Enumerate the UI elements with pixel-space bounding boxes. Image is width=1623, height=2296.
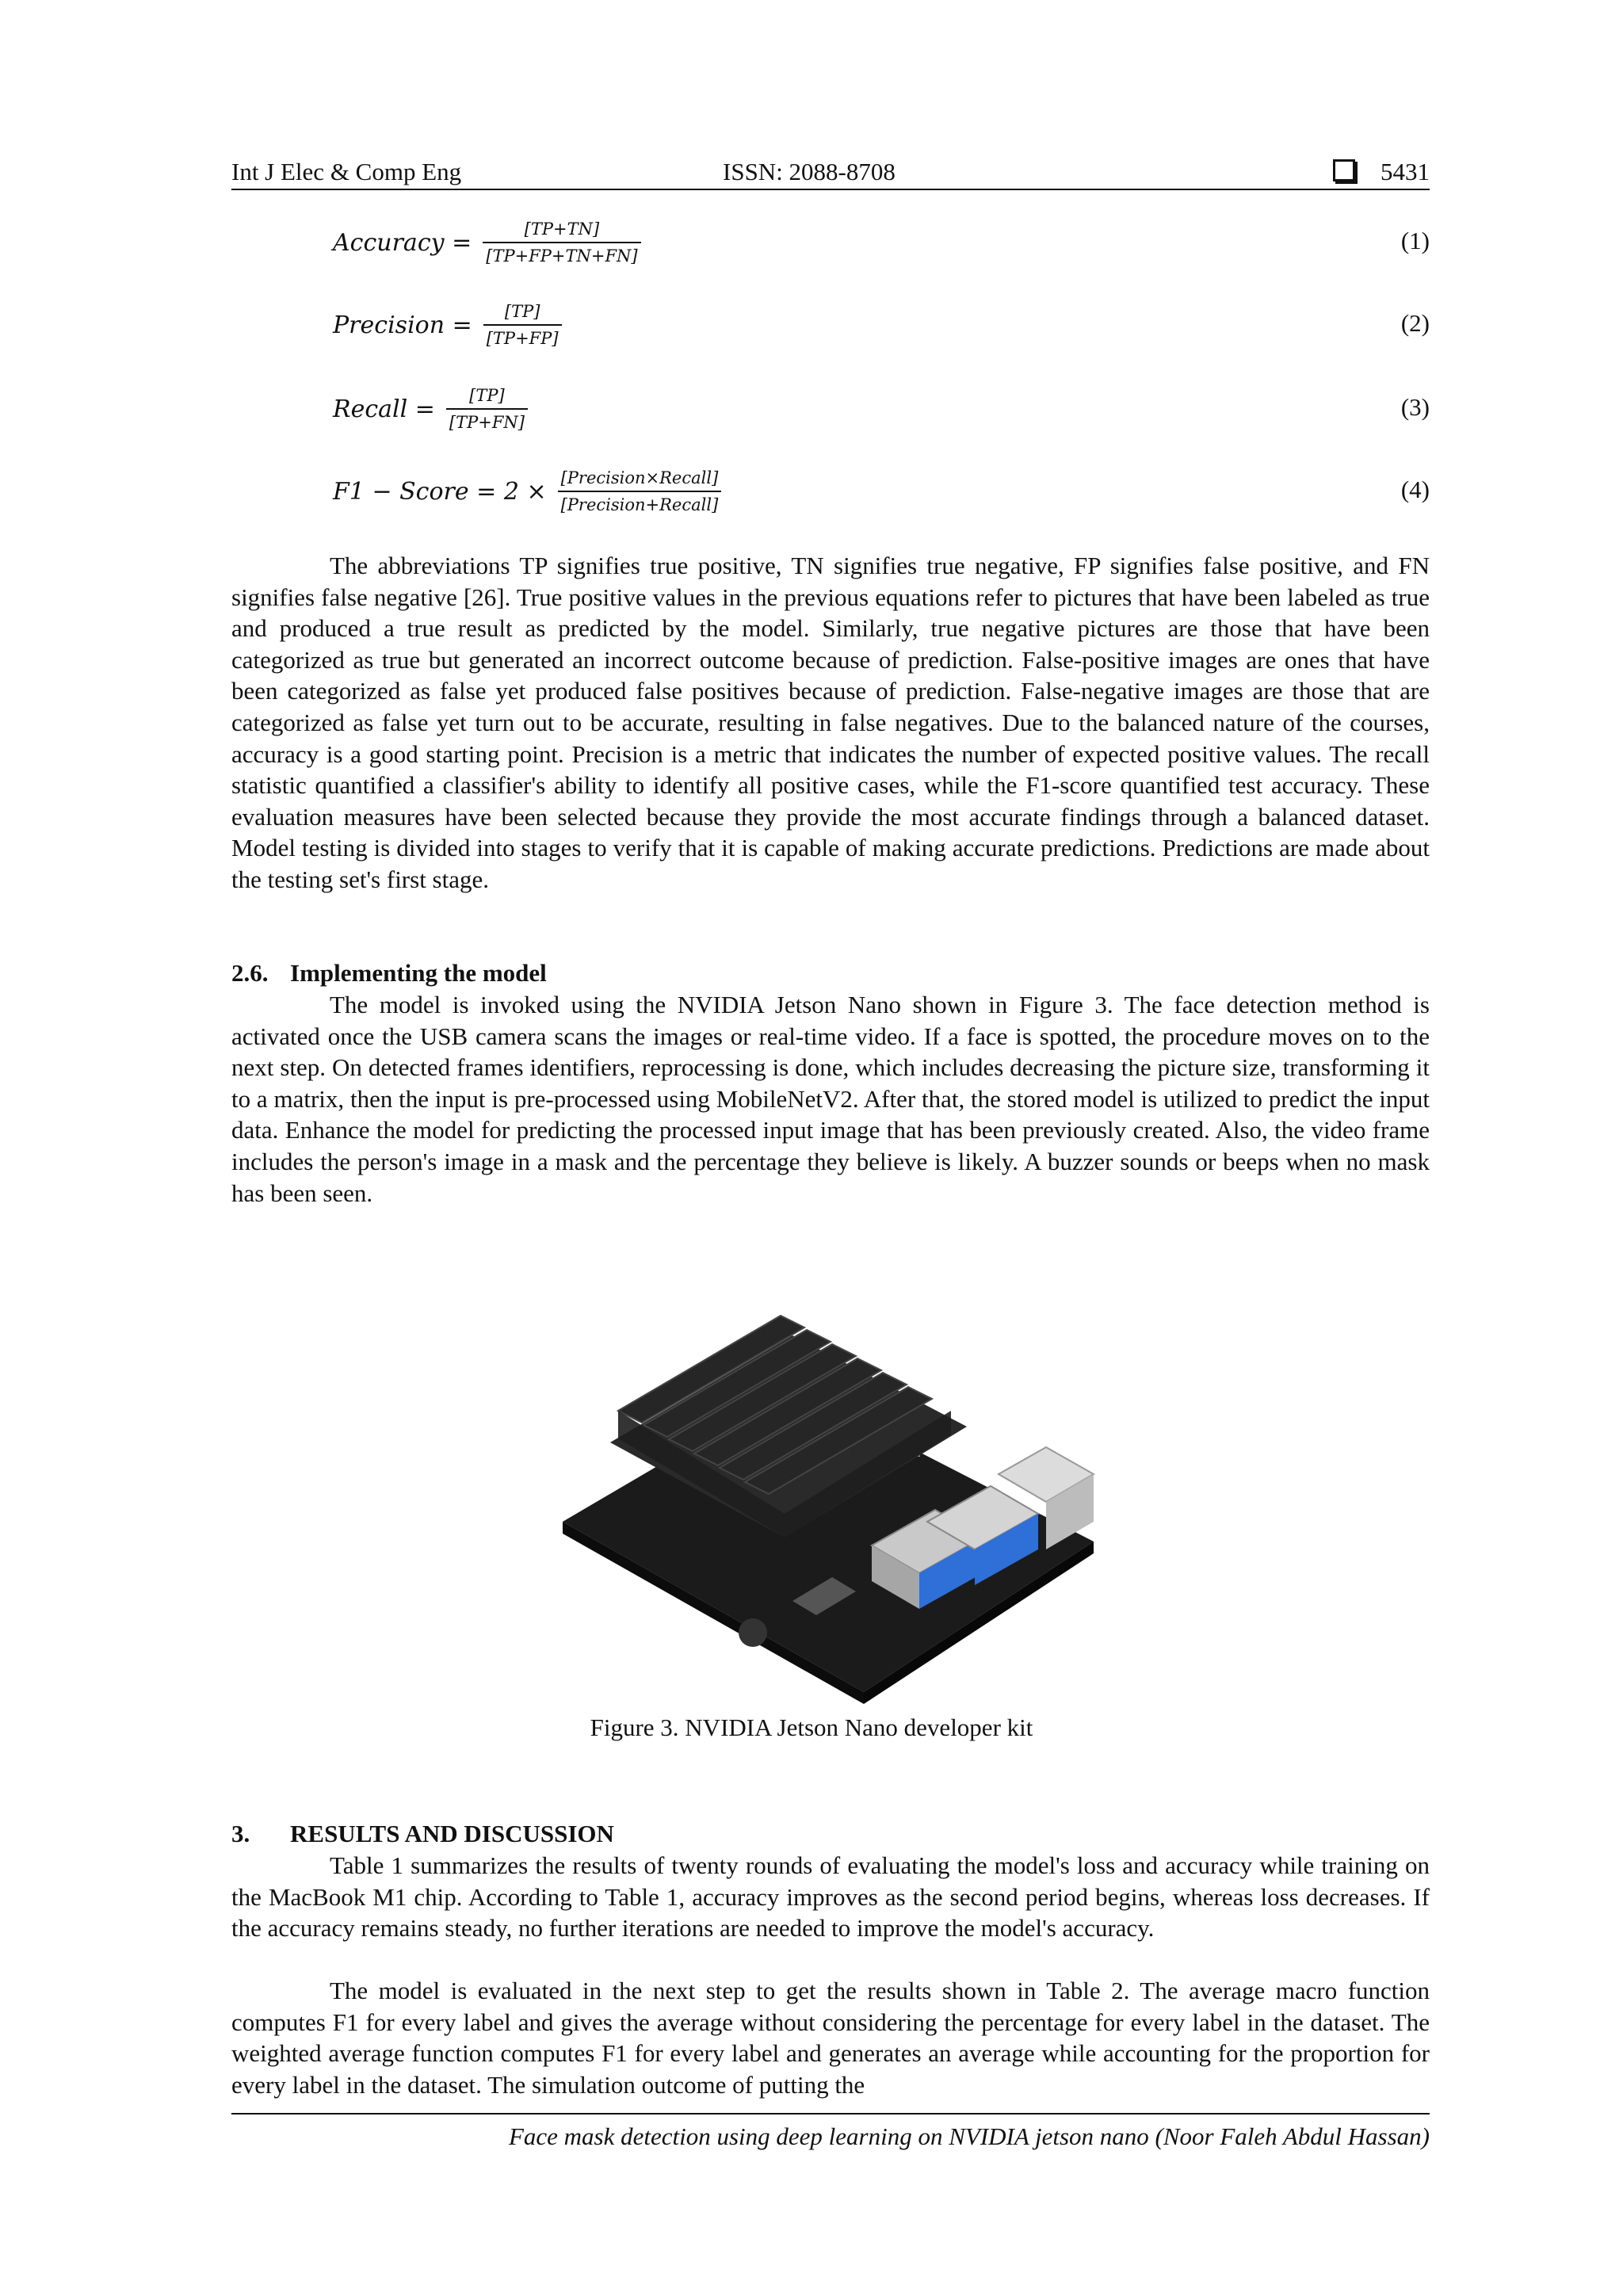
section-number: 2.6. xyxy=(231,959,269,987)
fraction xyxy=(446,386,528,432)
body-paragraph-results-1 xyxy=(231,1850,1430,1944)
body-paragraph-abbreviations xyxy=(231,550,1430,896)
checkbox-icon xyxy=(1333,159,1355,181)
paragraph-text: Table 1 summarizes the results of twenty rounds of evaluating the model's loss and accuracy while training on the MacBook M1 chip. According to Table 1, accuracy improves as the second period begins, whereas loss decreases. If the accuracy remains steady, no further iterations are needed to improve the model's accuracy. xyxy=(231,1851,1430,1943)
section-heading-2-6 xyxy=(231,957,547,989)
section-title: RESULTS AND DISCUSSION xyxy=(290,1820,614,1847)
equation-lhs: F1 − Score = 2 × xyxy=(333,477,547,506)
issn: ISSN: 2088-8708 xyxy=(723,158,896,185)
equation-f1-score xyxy=(333,460,721,523)
paragraph-text: The model is invoked using the NVIDIA Jetson Nano shown in Figure 3. The face detection method is activated once the USB camera scans the images or real-time video. If a face is spotted, the procedure moves on to the next step. On detected frames identifiers, reprocessing is done, which includes decreasing the picture size, transforming it to a matrix, then the input is pre-processed using MobileNetV2. After that, the stored model is utilized to predict the input data. Enhance the model for predicting the processed input image that has been previously created. Also, the video frame includes the person's image in a mask and the percentage they believe is likely. A buzzer sounds or beeps when no mask has been seen. xyxy=(231,991,1430,1207)
fraction xyxy=(483,302,562,348)
equation-precision xyxy=(333,293,562,357)
page-number-area xyxy=(1333,154,1430,190)
equation-lhs: Precision = xyxy=(333,311,472,339)
paragraph-text: The model is evaluated in the next step to get the results shown in Table 2. The average macro function computes F1 for every label and gives the average without considering the percentage for every label in the dataset. The weighted average function computes F1 for every label and generates an average while accounting for the proportion for every label in the dataset. The simulation outcome of putting the xyxy=(231,1977,1430,2099)
page-number: 5431 xyxy=(1381,158,1430,185)
denominator: [TP+FN] xyxy=(446,408,528,432)
fraction xyxy=(483,220,640,266)
equation-number: (3) xyxy=(1400,393,1430,421)
body-paragraph-results-2 xyxy=(231,1975,1430,2100)
numerator: [TP+TN] xyxy=(524,220,600,239)
equation-recall xyxy=(333,377,528,441)
numerator: [TP] xyxy=(504,302,540,321)
fraction xyxy=(558,468,722,514)
equation-number: (4) xyxy=(1400,476,1430,503)
footer-rule xyxy=(231,2113,1430,2115)
equation-number: (1) xyxy=(1400,227,1430,254)
section-title: Implementing the model xyxy=(290,959,547,987)
denominator: [TP+FP] xyxy=(483,324,562,348)
jetson-nano-board-image xyxy=(555,1260,1109,1704)
equation-lhs: Recall = xyxy=(333,395,435,423)
running-footer: Face mask detection using deep learning on NVIDIA jetson nano (Noor Faleh Abdul Hassan) xyxy=(508,2122,1430,2150)
paragraph-text: The abbreviations TP signifies true positive, TN signifies true negative, FP signifies false positive, and FN signifies false negative [26]. True positive values in the previous equations refer to pictures that have been labeled as true and produced a true result as predicted by the model. Similarly, true negative pictures are those that have been categorized as true but generated an incorrect outcome because of prediction. False-positive images are ones that have been categorized as false yet produced false positives because of prediction. False-negative images are those that are categorized as false yet turn out to be accurate, resulting in false negatives. Due to the balanced nature of the courses, accuracy is a good starting point. Precision is a metric that indicates the number of expected positive values. The recall statistic quantified a classifier's ability to identify all positive cases, while the F1-score quantified test accuracy. These evaluation measures have been selected because they provide the most accurate findings through a balanced dataset. Model testing is divided into stages to verify that it is capable of making accurate predictions. Predictions are made about the testing set's first stage. xyxy=(231,552,1430,893)
journal-name: Int J Elec & Comp Eng xyxy=(231,158,462,185)
equation-accuracy xyxy=(333,211,641,274)
equation-number: (2) xyxy=(1400,309,1430,337)
body-paragraph-implementation xyxy=(231,989,1430,1209)
equation-lhs: Accuracy = xyxy=(333,228,472,257)
denominator: [TP+FP+TN+FN] xyxy=(483,242,640,266)
figure-caption: Figure 3. NVIDIA Jetson Nano developer kit xyxy=(590,1713,1033,1741)
section-number: 3. xyxy=(231,1820,250,1847)
numerator: [Precision×Recall] xyxy=(560,468,719,487)
denominator: [Precision+Recall] xyxy=(558,491,722,514)
section-heading-3 xyxy=(231,1818,614,1850)
header-rule xyxy=(231,189,1430,190)
running-header xyxy=(231,154,1430,190)
numerator: [TP] xyxy=(469,386,505,405)
